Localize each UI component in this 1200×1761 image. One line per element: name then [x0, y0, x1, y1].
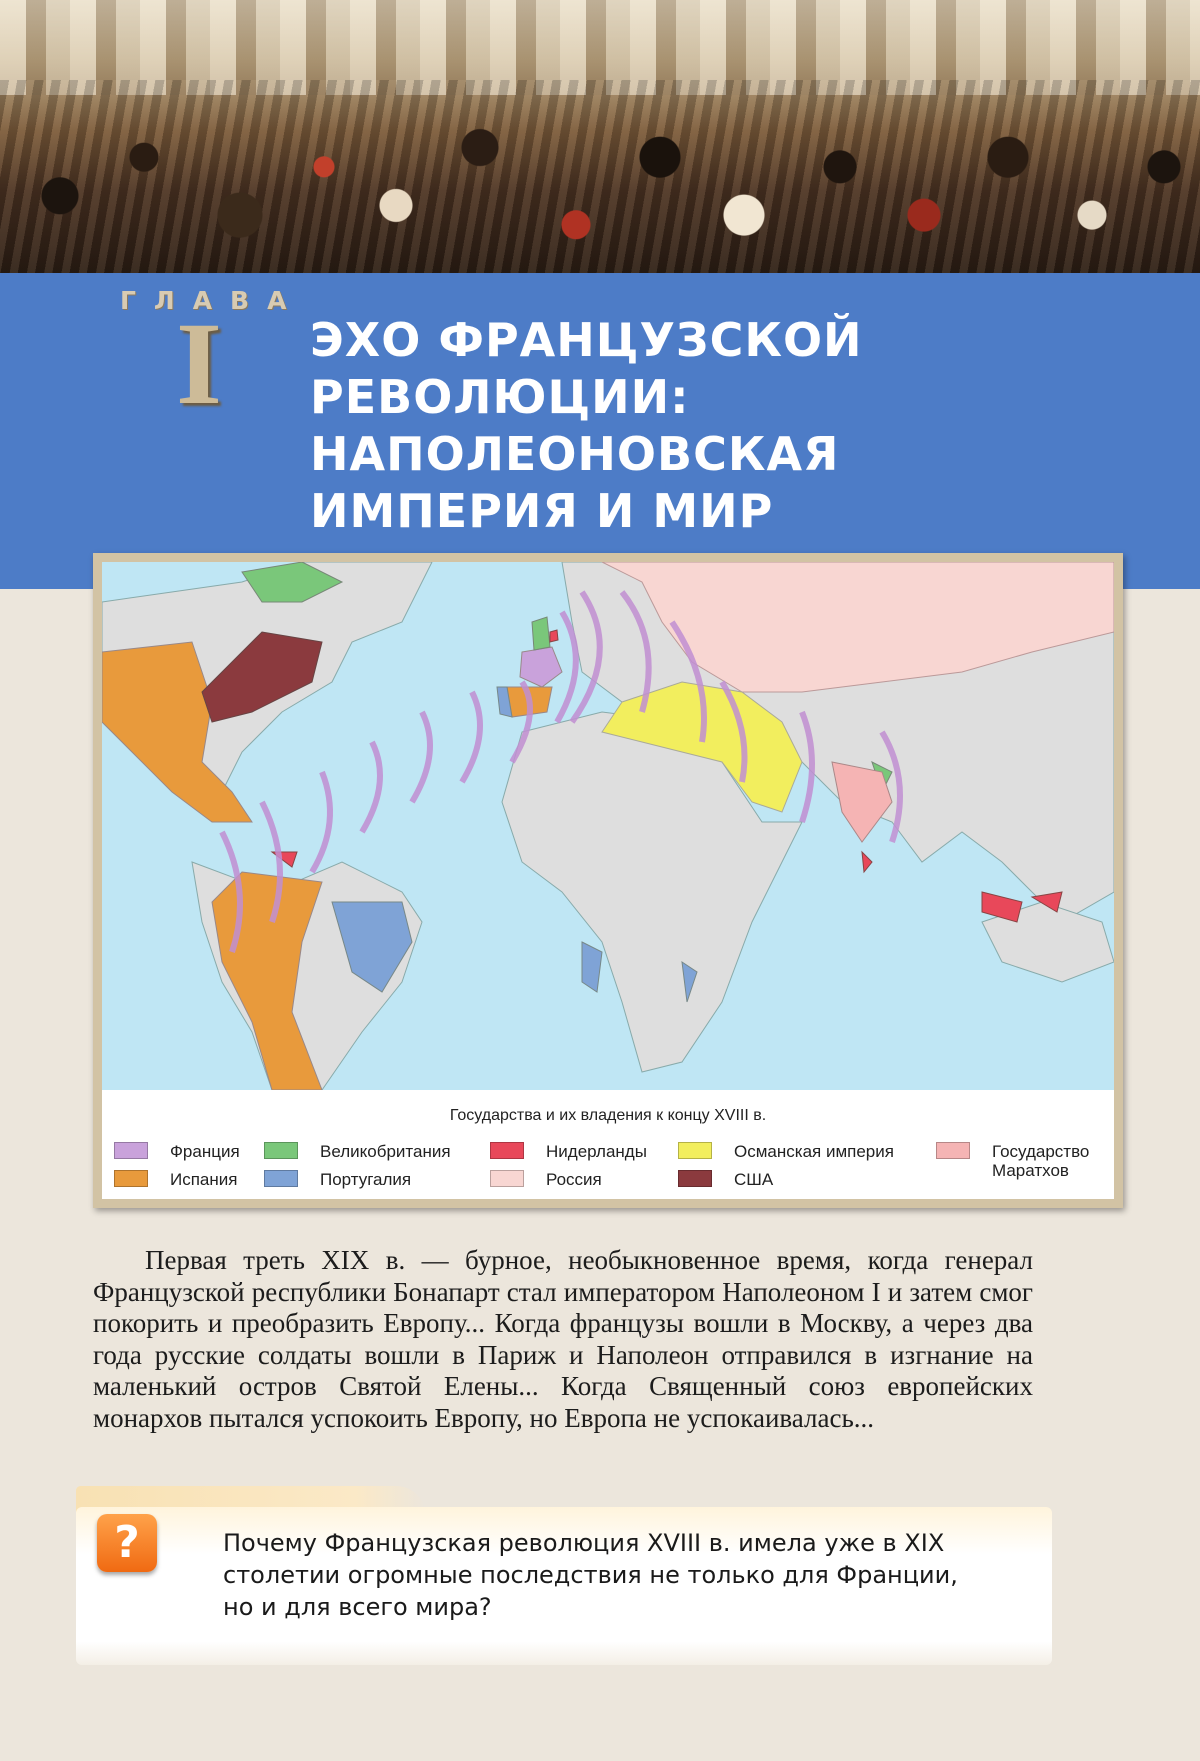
legend-swatch	[490, 1170, 524, 1187]
legend-label: Португалия	[320, 1170, 412, 1189]
legend-swatch	[264, 1142, 298, 1159]
legend-swatch	[490, 1142, 524, 1159]
legend-item-maratha	[936, 1142, 1106, 1180]
painting-crowd	[0, 80, 1200, 273]
legend-swatch	[678, 1170, 712, 1187]
legend-swatch	[114, 1170, 148, 1187]
legend-item-usa	[678, 1170, 773, 1189]
legend-label: Государство Маратхов	[992, 1142, 1090, 1180]
legend-label: Франция	[170, 1142, 240, 1161]
chapter-label: ГЛАВА	[120, 286, 305, 315]
header-painting	[0, 0, 1200, 273]
question-mark-icon: ?	[97, 1514, 157, 1572]
chapter-title	[310, 312, 1110, 540]
legend-label: Испания	[170, 1170, 238, 1189]
legend-swatch	[678, 1142, 712, 1159]
legend-label: Великобритания	[320, 1142, 451, 1161]
chapter-title-line: РЕВОЛЮЦИИ:	[310, 370, 690, 424]
intro-paragraph: Первая треть XIX в. — бурное, необыкновенное время, когда генерал Французской республики Бонапарт стал императором Наполеоном I и затем смог покорить и преобразить Европу... Когда французы вошли в Москву, а через два года русские солдаты вошли в Париж и Наполеон отправился в изгнание на маленький остров Святой Елены... Когда Священный союз европейских монархов пытался успокоить Европу, но Европа не успокаивалась...	[93, 1245, 1033, 1433]
chapter-number: I	[176, 298, 222, 429]
legend-item-netherlands	[490, 1142, 647, 1161]
legend-item-france	[114, 1142, 240, 1161]
legend-label: США	[734, 1170, 774, 1189]
legend-item-ottoman	[678, 1142, 894, 1161]
map-frame	[93, 553, 1123, 1208]
chapter-title-line: ИМПЕРИЯ И МИР	[310, 484, 774, 538]
legend-item-spain	[114, 1170, 237, 1189]
legend-item-russia	[490, 1170, 602, 1189]
map-caption: Государства и их владения к концу XVIII в.	[449, 1107, 767, 1124]
legend-label: Османская империя	[734, 1142, 894, 1161]
legend-swatch	[936, 1142, 970, 1159]
legend-swatch	[264, 1170, 298, 1187]
question-text: Почему Французская революция XVIII в. имела уже в XIX столетии огромные последствия не только для Франции, но и для всего мира?	[223, 1529, 958, 1621]
legend-item-britain	[264, 1142, 451, 1161]
world-map-panel	[102, 562, 1114, 1199]
chapter-title-line: НАПОЛЕОНОВСКАЯ	[310, 427, 840, 481]
legend-swatch	[114, 1142, 148, 1159]
legend-item-portugal	[264, 1170, 411, 1189]
legend-label: Нидерланды	[546, 1142, 647, 1161]
world-map	[102, 562, 1114, 1090]
legend-label: Россия	[546, 1170, 602, 1189]
chapter-title-line: ЭХО ФРАНЦУЗСКОЙ	[310, 313, 863, 367]
